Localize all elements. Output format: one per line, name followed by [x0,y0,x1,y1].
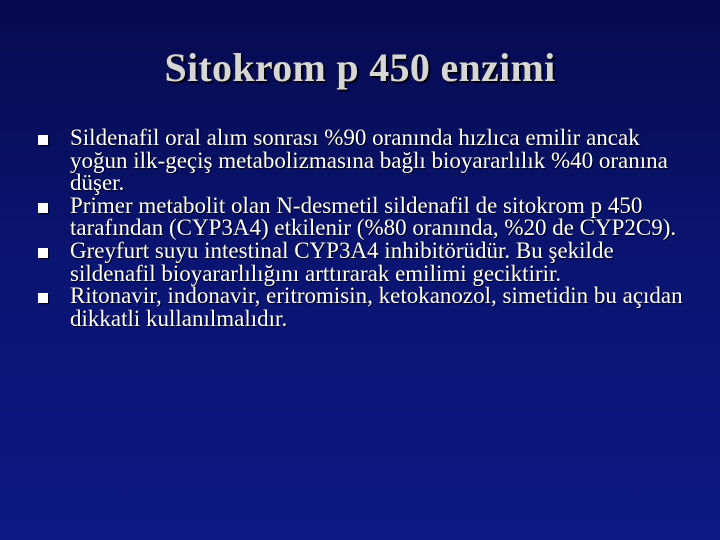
bullet-text: Greyfurt suyu intestinal CYP3A4 inhibitörüdür. Bu şekilde sildenafil bioyararlılığını arttırarak emilimi geciktirir. [70,237,614,286]
bullet-item [38,237,688,286]
square-bullet-icon [38,293,48,303]
bullet-text: Primer metabolit olan N-desmetil sildenafil de sitokrom p 450 tarafından (CYP3A4) etkilenir (%80 oranında, %20 de CYP2C9). [70,192,677,241]
bullet-text: Sildenafil oral alım sonrası %90 oranında hızlıca emilir ancak yoğun ilk-geçiş metabolizmasına bağlı bioyararlılık %40 oranına düşer. [70,125,668,196]
bullet-item [38,285,688,330]
square-bullet-icon [38,135,48,145]
bullet-item [38,127,688,195]
square-bullet-icon [38,203,48,213]
bullet-item [38,192,688,241]
bullet-text: Ritonavir, indonavir, eritromisin, ketokanozol, simetidin bu açıdan dikkatli kullanılmalıdır. [70,283,683,331]
slide-title: Sitokrom p 450 enzimi [164,45,556,90]
square-bullet-icon [38,248,48,258]
bullet-list [38,127,688,330]
